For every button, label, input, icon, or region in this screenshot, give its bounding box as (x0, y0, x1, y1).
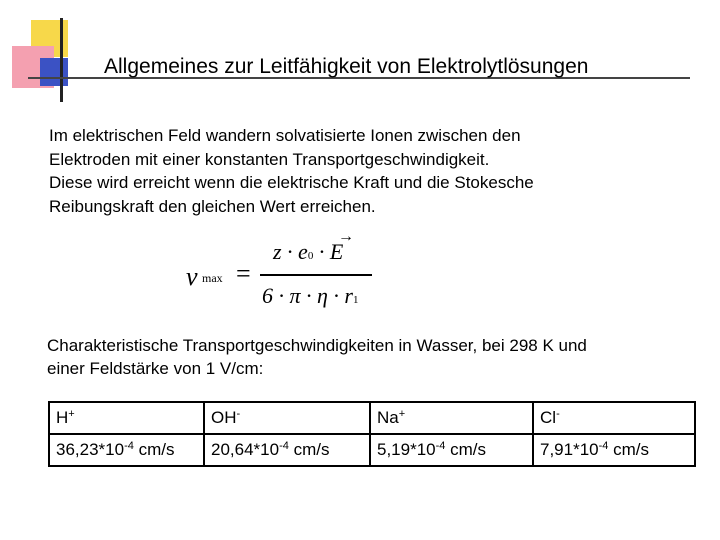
table-cell: $7,91*10^{-4}$ cm/s (533, 434, 695, 466)
formula-lhs: v (186, 262, 198, 291)
table-header-cell: Cl- (533, 402, 695, 434)
formula-lhs-subscript: max (202, 271, 223, 285)
table-cell: $5,19*10^{-4}$ cm/s (370, 434, 533, 466)
velocity-formula (180, 225, 390, 315)
paragraph-transport (47, 334, 587, 380)
paragraph-line: Reibungskraft den gleichen Wert erreichen. (49, 196, 376, 216)
paragraph-line: Im elektrischen Feld wandern solvatisierte Ionen zwischen den (49, 126, 521, 145)
ion-velocity-table (48, 401, 696, 467)
slide-title: Allgemeines zur Leitfähigkeit von Elektrolytlösungen (104, 55, 589, 78)
denominator-main: 6 · π · η · r (262, 283, 353, 308)
paragraph-line: Charakteristische Transportgeschwindigkeiten in Wasser, bei 298 K und (47, 336, 587, 355)
numerator-main: z · e (273, 239, 308, 264)
numerator-tail: · E (313, 239, 344, 264)
table-header-row (49, 402, 695, 434)
deco-vertical-line (60, 18, 63, 102)
paragraph-line: Elektroden mit einer konstanten Transportgeschwindigkeit. (49, 149, 490, 169)
table-cell: $36,23*10^{-4}$ cm/s (49, 434, 204, 466)
table-header-cell: Na+ (370, 402, 533, 434)
numerator-subscript: 0 (307, 250, 314, 262)
formula-numerator (273, 239, 343, 265)
paragraph-intro (49, 124, 534, 218)
formula-denominator (262, 283, 359, 309)
formula-equals: = (236, 259, 251, 288)
paragraph-line: Diese wird erreicht wenn die elektrische Kraft und die Stokesche (49, 173, 534, 192)
table-row (49, 434, 695, 466)
vector-arrow-icon: → (338, 228, 354, 245)
table-header-cell: H+ (49, 402, 204, 434)
denominator-subscript: 1 (353, 294, 359, 306)
fraction-bar (260, 274, 372, 276)
table-cell: $20,64*10^{-4}$ cm/s (204, 434, 370, 466)
deco-square-blue (40, 58, 68, 86)
table-header-cell: OH- (204, 402, 370, 434)
paragraph-line: einer Feldstärke von 1 V/cm: (47, 359, 264, 378)
